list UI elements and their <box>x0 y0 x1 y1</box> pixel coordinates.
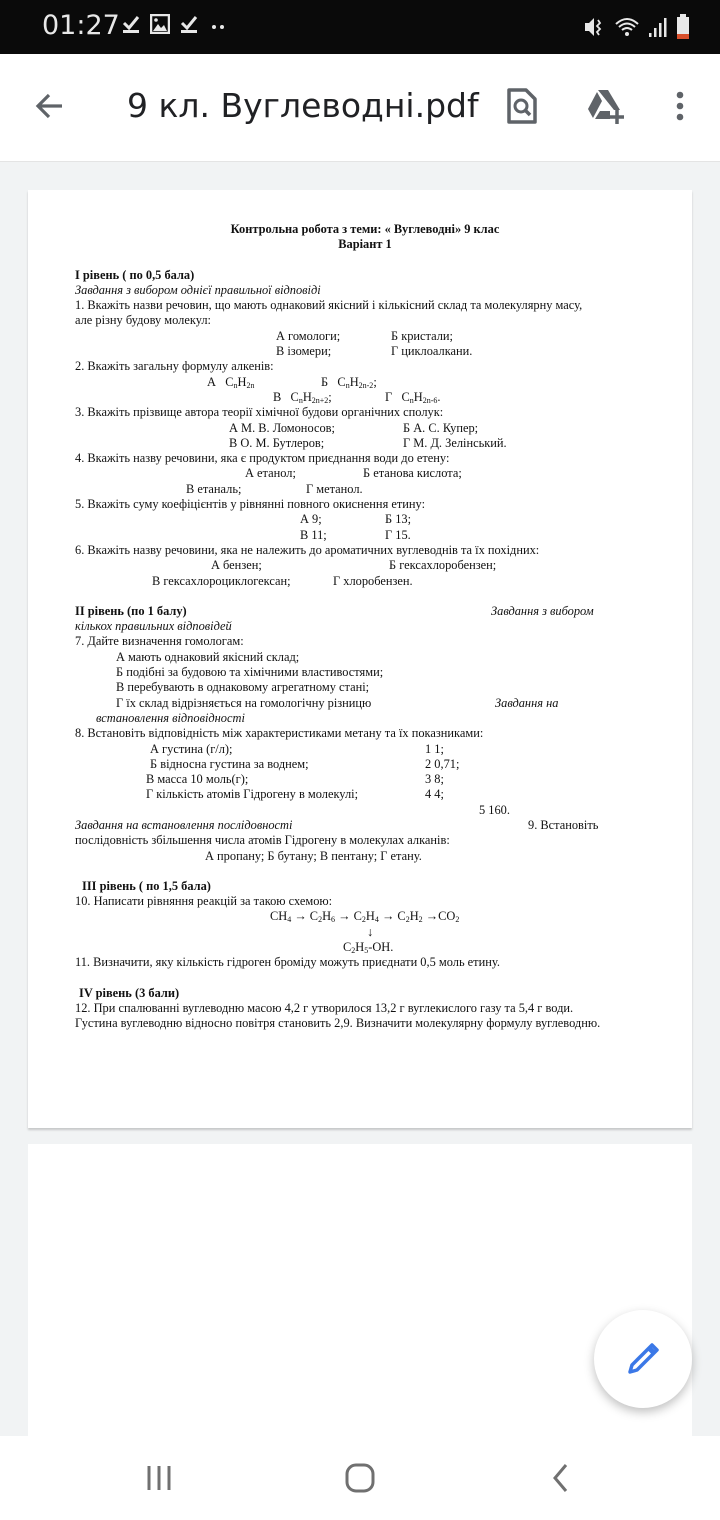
home-button[interactable] <box>335 1458 385 1498</box>
q5-option-c: В 11; <box>300 527 327 542</box>
q2-option-d: Г $C_nH_{2n-6}$. <box>385 389 441 405</box>
level2-subheading-cont: кількох правильних відповідей <box>75 619 232 634</box>
q10-down-arrow: ↓ <box>367 924 374 939</box>
q1-option-a: А гомологи; <box>276 328 341 343</box>
find-in-page-button[interactable] <box>500 84 544 128</box>
more-options-button[interactable] <box>658 84 702 128</box>
document-content <box>75 222 655 1032</box>
q5-option-d: Г 15. <box>385 527 411 542</box>
matching-section-heading-cont: встановлення відповідності <box>96 710 245 725</box>
q2-text: 2. Вкажіть загальну формулу алкенів: <box>75 359 274 374</box>
q12-text: 12. При спалюванні вуглеводню масою 4,2 г утворилося 13,2 г вуглекислого газу та 5,4 г води. <box>75 1000 574 1015</box>
q1-text-cont: але різну будову молекул: <box>75 313 211 328</box>
q3-option-a: А М. В. Ломоносов; <box>229 420 335 435</box>
q9-options: А пропану; Б бутану; В пентану; Г етану. <box>205 848 422 863</box>
more-vert-icon <box>675 90 685 122</box>
recent-apps-button[interactable] <box>134 1458 184 1498</box>
arrow-back-icon <box>34 90 66 122</box>
q12-text-cont: Густина вуглеводню відносно повітря становить 2,9. Визначити молекулярну формулу вуглеводню. <box>75 1016 601 1031</box>
level4-heading: IV рівень (3 бали) <box>79 985 180 1000</box>
add-to-drive-button[interactable] <box>584 84 628 128</box>
find-in-page-icon <box>506 87 538 125</box>
q8-text: 8. Встановіть відповідність між характеристиками метану та їх показниками: <box>75 726 484 741</box>
q8-left-a: А густина (г/л); <box>150 741 233 756</box>
q7-text: 7. Дайте визначення гомологам: <box>75 634 244 649</box>
pdf-page-2 <box>28 1144 692 1436</box>
q7-option-c: В перебувають в однаковому агрегатному стані; <box>116 680 370 695</box>
edit-pencil-icon <box>625 1341 661 1377</box>
q1-text: 1. Вкажіть назви речовин, що мають однаковий якісний і кількісний склад та молекулярну масу, <box>75 298 583 313</box>
level1-heading: І рівень ( по 0,5 бала) <box>75 267 195 282</box>
battery-low-icon <box>676 14 690 40</box>
pdf-viewer[interactable] <box>0 163 720 1436</box>
image-icon <box>150 14 170 34</box>
q6-option-b: Б гексахлоробензен; <box>389 558 497 573</box>
level2-heading: ІІ рівень (по 1 балу) <box>75 603 187 618</box>
q8-right-3: 3 8; <box>425 772 444 787</box>
home-icon <box>344 1463 376 1493</box>
back-icon <box>549 1463 573 1493</box>
q5-option-a: А 9; <box>300 512 322 527</box>
q3-option-d: Г М. Д. Зелінський. <box>403 435 507 450</box>
status-bar <box>0 0 720 54</box>
q2-option-b: Б $C_nH_{2n-2}$; <box>321 374 377 390</box>
q1-option-d: Г циклоалкани. <box>391 344 473 359</box>
q3-text: 3. Вкажіть прізвище автора теорії хімічної будови органічних сполук: <box>75 405 444 420</box>
q10-branch-product: $C_2H_5-OH$. <box>343 940 394 956</box>
status-time: 01:27 <box>42 10 120 41</box>
q6-option-d: Г хлоробензен. <box>333 573 413 588</box>
matching-section-heading: Завдання на <box>495 695 559 710</box>
q1-option-c: В ізомери; <box>276 344 332 359</box>
recent-apps-icon <box>144 1463 174 1493</box>
q8-left-b: Б відносна густина за воднем; <box>150 756 309 771</box>
system-nav-bar <box>0 1436 720 1520</box>
q5-text: 5. Вкажіть суму коефіцієнтів у рівнянні повного окиснення етину: <box>75 497 426 512</box>
q8-right-4: 4 4; <box>425 787 444 802</box>
edit-fab-button[interactable] <box>594 1310 692 1408</box>
level3-heading: ІІІ рівень ( по 1,5 бала) <box>82 878 211 893</box>
q4-text: 4. Вкажіть назву речовини, яка є продуктом приєднання води до етену: <box>75 451 450 466</box>
q2-option-c: В $C_nH_{2n+2}$; <box>273 389 332 405</box>
app-bar <box>0 54 720 162</box>
q7-option-d: Г їх склад відрізняється на гомологічну різницю <box>116 695 372 710</box>
pdf-page-1 <box>28 190 692 1128</box>
q8-right-1: 1 1; <box>425 741 444 756</box>
more-notifications-icon <box>208 14 228 34</box>
q9-text: 9. Встановіть <box>528 817 599 832</box>
download-done-icon <box>122 14 140 34</box>
wifi-icon <box>614 15 640 39</box>
q2-option-a: А $C_nH_{2n}$ <box>207 374 255 390</box>
download-done-icon <box>180 14 198 34</box>
level1-subheading: Завдання з вибором однієї правильної відповіді <box>75 282 321 297</box>
q4-option-d: Г метанол. <box>306 481 363 496</box>
q8-left-d: Г кількість атомів Гідрогену в молекулі; <box>146 787 359 802</box>
vibrate-mute-icon <box>582 15 606 39</box>
back-button[interactable] <box>28 84 72 128</box>
system-back-button[interactable] <box>536 1458 586 1498</box>
q8-right-2: 2 0,71; <box>425 756 460 771</box>
q3-option-b: Б А. С. Купер; <box>403 420 479 435</box>
q8-right-5: 5 160. <box>479 802 510 817</box>
q4-option-b: Б етанова кислота; <box>363 466 462 481</box>
q7-option-b: Б подібні за будовою та хімічними властивостями; <box>116 665 384 680</box>
q1-option-b: Б кристали; <box>391 328 453 343</box>
doc-title: Контрольна робота з теми: « Вуглеводні» 9 клас <box>230 222 500 236</box>
sequence-section-heading: Завдання на встановлення послідовності <box>75 817 293 832</box>
doc-variant: Варіант 1 <box>338 237 392 252</box>
q8-left-c: В масса 10 моль(г); <box>146 772 249 787</box>
document-title: 9 кл. Вуглеводні.pdf <box>127 86 479 125</box>
q3-option-c: В О. М. Бутлеров; <box>229 435 325 450</box>
drive-add-icon <box>586 88 626 124</box>
q6-text: 6. Вкажіть назву речовини, яка не належить до ароматичних вуглеводнів та їх похідних: <box>75 542 540 557</box>
q7-option-a: А мають однаковий якісний склад; <box>116 649 300 664</box>
q4-option-a: А етанол; <box>245 466 296 481</box>
q5-option-b: Б 13; <box>385 512 412 527</box>
q6-option-a: А бензен; <box>211 558 262 573</box>
q6-option-c: В гексахлороциклогексан; <box>152 573 291 588</box>
level2-subheading: Завдання з вибором <box>491 603 594 618</box>
q9-text-cont: послідовність збільшення числа атомів Гідрогену в молекулах алканів: <box>75 833 450 848</box>
q10-reaction-scheme: $CH_4 \to C_2H_6 \to C_2H_4 \to C_2H_2 \to CO_2$ <box>270 909 460 925</box>
signal-icon <box>648 15 668 39</box>
q10-text: 10. Написати рівняння реакцій за такою схемою: <box>75 894 333 909</box>
q4-option-c: В етаналь; <box>186 481 242 496</box>
q11-text: 11. Визначити, яку кількість гідроген броміду можуть приєднати 0,5 моль етину. <box>75 955 500 970</box>
